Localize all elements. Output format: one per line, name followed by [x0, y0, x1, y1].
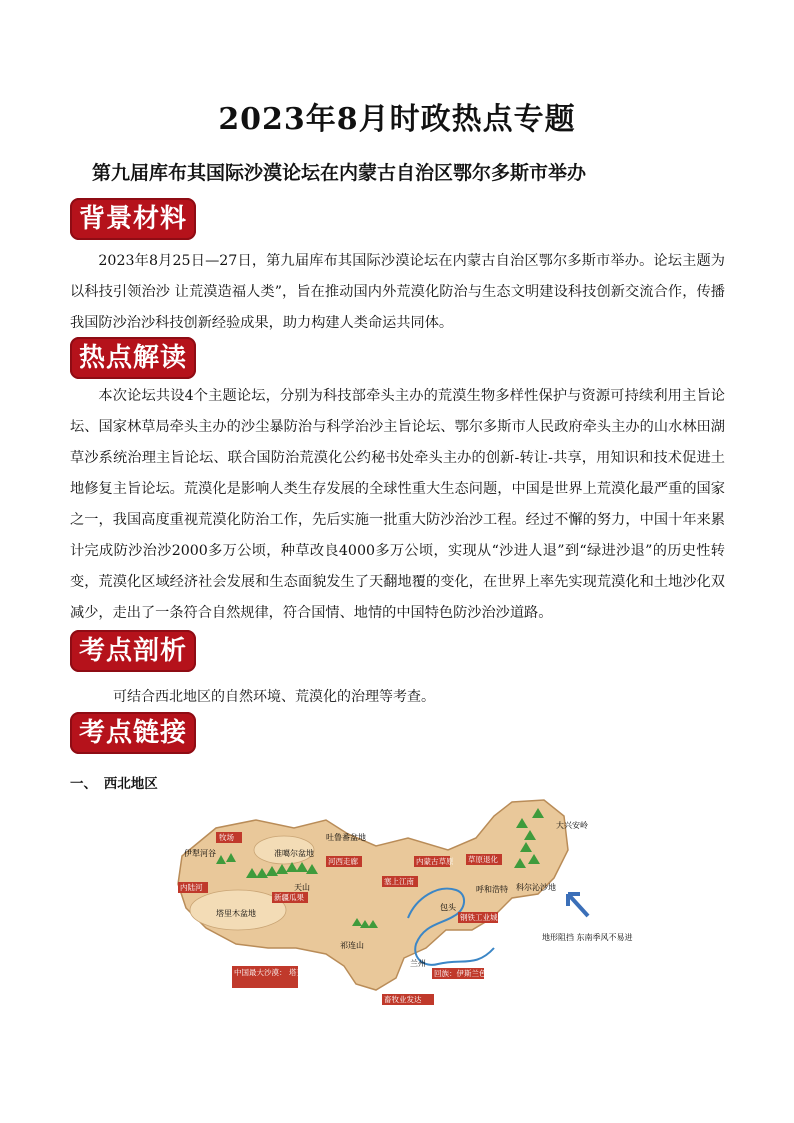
page-title: 2023年8月时政热点专题 [218, 102, 576, 137]
tag-industry: 钢铁工业城 [460, 913, 498, 922]
section-badge-analysis: 热点解读 [70, 337, 196, 379]
label-baotou: 包头 [440, 903, 456, 912]
exam-points-text: 可结合西北地区的自然环境、荒漠化的治理等考查。 [113, 689, 435, 705]
tag-hexi: 河西走廊 [328, 857, 358, 866]
tag-grassland: 草原退化 [468, 855, 498, 864]
tag-inland-river: 内陆河 [180, 883, 203, 892]
section-badge-links: 考点链接 [70, 712, 196, 754]
label-daxinganling: 大兴安岭 [556, 821, 588, 830]
northwest-heading: 一、 西北地区 [70, 776, 158, 792]
label-terrain-note: 地形阻挡 东南季风不易进 [542, 933, 633, 942]
monsoon-arrow [568, 894, 588, 916]
northwest-china-map [176, 798, 633, 1010]
label-qilian: 祁连山 [340, 941, 364, 950]
map-svg [176, 798, 633, 1010]
label-turpan: 吐鲁番盆地 [326, 833, 366, 842]
tag-trade: 畜牧业发达 [384, 995, 422, 1004]
label-tianshan: 天山 [294, 883, 310, 892]
section-badge-exam-points: 考点剖析 [70, 630, 196, 672]
label-hohhot: 呼和浩特 [476, 885, 508, 894]
label-ili: 伊犁河谷 [184, 849, 216, 858]
analysis-paragraph: 本次论坛共设4个主题论坛，分别为科技部牵头主办的荒漠生物多样性保护与资源可持续利用主旨论坛、国家林草局牵头主办的沙尘暴防治与科学治沙主旨论坛、鄂尔多斯市人民政府牵头主办的山水林田湖草沙系统治理主旨论坛、联合国防治荒漠化公约秘书处牵头主办的创新-转让-共享，用知识和技术促进土地修复主旨论坛。荒漠化是影响人类生存发展的全球性重大生态问题，中国是世界上荒漠化最严重的国家之一，我国高度重视荒漠化防治工作，先后实施一批重大防沙治沙工程。经过不懈的努力，中国十年来累计完成防沙治沙2000多万公顷，种草改良4000多万公顷，实现从“沙进人退”到“绿进沙退”的历史性转变，荒漠化区域经济社会发展和生态面貌发生了天翻地覆的变化，在世界上率先实现荒漠化和土地沙化双减少，走出了一条符合自然规律，符合国情、地情的中国特色防沙治沙道路。 [70, 388, 725, 621]
label-tarim: 塔里木盆地 [216, 909, 256, 918]
tag-jiangnan: 塞上江南 [384, 877, 414, 886]
tag-mongolia: 内蒙古草原 [416, 857, 454, 866]
label-horqin: 科尔沁沙地 [516, 883, 556, 892]
tag-pasture: 牧场 [219, 833, 234, 842]
tag-hui: 回族：伊斯兰色彩 [434, 969, 494, 978]
page-subtitle: 第九届库布其国际沙漠论坛在内蒙古自治区鄂尔多斯市举办 [92, 162, 587, 184]
section-badge-background: 背景材料 [70, 198, 196, 240]
tag-desert: 中国最大沙漠： 塔克拉玛干沙漠 [234, 968, 342, 977]
label-junggar: 准噶尔盆地 [274, 849, 314, 858]
background-paragraph: 2023年8月25日—27日，第九届库布其国际沙漠论坛在内蒙古自治区鄂尔多斯市举办。论坛主题为以科技引领治沙 让荒漠造福人类”，旨在推动国内外荒漠化防治与生态文明建设科技创新交流合作，传播我国防沙治沙科技创新经验成果，助力构建人类命运共同体。 [70, 253, 725, 331]
label-lanzhou: 兰州 [410, 959, 426, 968]
tag-xinjiang: 新疆瓜果 [274, 893, 304, 902]
